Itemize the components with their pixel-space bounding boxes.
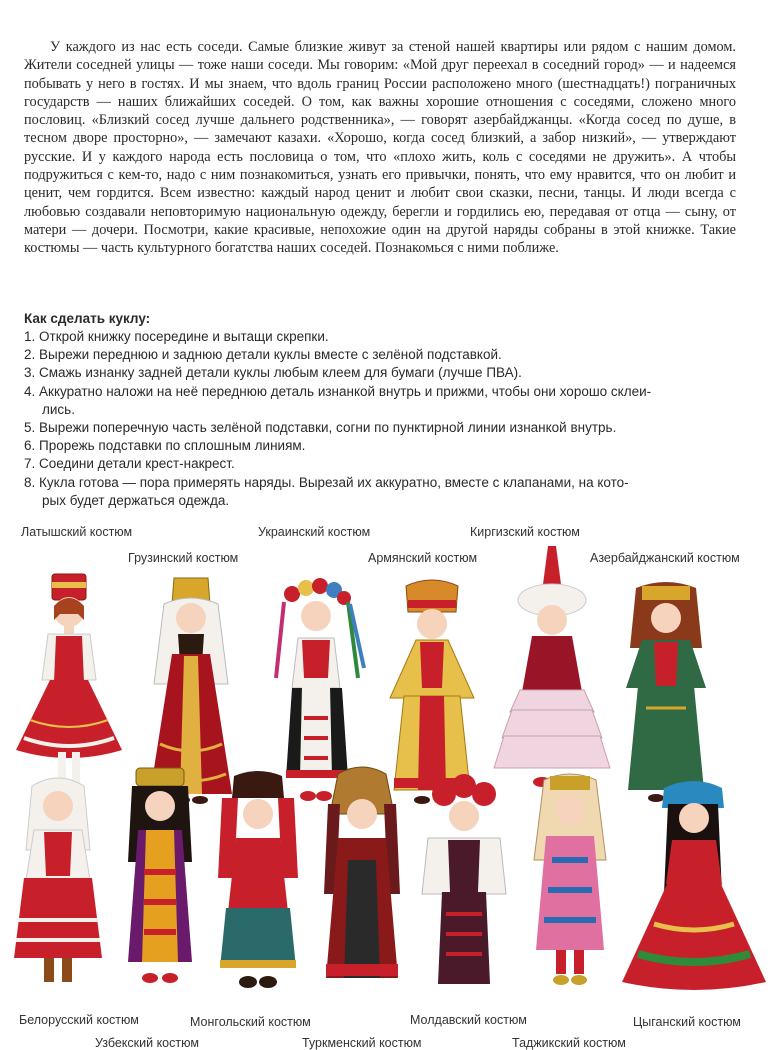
label-azerbaijani: Азербайджанский костюм	[590, 551, 740, 565]
label-belarusian: Белорусский костюм	[19, 1013, 139, 1027]
doll-turkmen	[314, 764, 410, 1000]
step-7: 7. Соедини детали крест-накрест.	[24, 456, 235, 472]
step-6: 6. Прорежь подставки по сплошным линиям.	[24, 438, 306, 454]
howto-title: Как сделать куклу:	[24, 311, 151, 326]
label-uzbek: Узбекский костюм	[95, 1036, 199, 1050]
doll-gypsy	[618, 774, 768, 1002]
label-mongolian: Монгольский костюм	[190, 1015, 311, 1029]
doll-moldovan	[414, 774, 514, 996]
label-turkmen: Туркменский костюм	[302, 1036, 422, 1050]
label-tajik: Таджикский костюм	[512, 1036, 626, 1050]
step-4: 4. Аккуратно наложи на неё переднюю деталь изнанкой внутрь и прижми, чтобы они хорошо склеи- лись.	[24, 383, 652, 417]
intro-paragraph: У каждого из нас есть соседи. Самые близкие живут за стеной нашей квартиры или рядом с нашим домом. Жители соседней улицы — тоже наши соседи. Мы говорим: «Мой друг переехал в соседний город» — и надеемся побывать у него в гостях. И мы знаем, что вдоль границ России расположено много (шестнадцать!) пограничных государств — наших ближайших соседей. О том, как важны хорошие отношения с соседями, сложено много пословиц. «Близкий сосед лучше дальнего родственника», — говорят азербайджанцы. «Когда сосед по душе, в тесном дворе просторно», — замечают казахи. «Хорошо, когда сосед близкий, а забор низкий», — утверждают русские. И у каждого народа есть пословица о том, что «плохо жить, коль с соседями не дружить». А чтобы подружиться с кем-то, надо с ним познакомиться, узнать его привычки, понять, что ему нравится, что он любит и ценит, чем гордится. Всем известно: каждый народ ценит и любит свои сказки, песни, танцы. И люди всегда с любовью создавали неповторимую национальную одежду, берегли и гордились ею, передавая от отца — сыну, от матери — дочери. Посмотри, какие красивые, непохожие один на другой наряды собраны в этой книжке. Такие костюмы — часть культурного богатства наших соседей. Познакомься с ними поближе.	[24, 39, 736, 257]
doll-tajik	[526, 770, 614, 998]
doll-belarusian	[8, 770, 108, 998]
doll-mongolian	[208, 768, 308, 1000]
label-kyrgyz: Киргизский костюм	[470, 525, 580, 539]
step-3: 3. Смажь изнанку задней детали куклы любым клеем для бумаги (лучше ПВА).	[24, 365, 522, 381]
doll-kyrgyz	[490, 542, 614, 804]
label-latvian: Латышский костюм	[21, 525, 133, 539]
doll-uzbek	[118, 762, 202, 998]
label-moldovan: Молдавский костюм	[410, 1013, 527, 1027]
step-5: 5. Вырежи поперечную часть зелёной подставки, согни по пунктирной линии изнанкой внутрь.	[24, 420, 617, 436]
step-8: 8. Кукла готова — пора примерять наряды. Вырезай их аккуратно, вместе с клапанами, на кото- рых будет держаться одежда.	[24, 474, 629, 508]
howto-steps	[24, 328, 736, 510]
step-2: 2. Вырежи переднюю и заднюю детали куклы вместе с зелёной подставкой.	[24, 347, 502, 363]
label-armenian: Армянский костюм	[368, 551, 478, 565]
label-gypsy: Цыганский костюм	[633, 1015, 741, 1029]
label-ukrainian: Украинский костюм	[258, 525, 371, 539]
step-1: 1. Открой книжку посередине и вытащи скрепки.	[24, 329, 329, 344]
label-georgian: Грузинский костюм	[128, 551, 239, 565]
